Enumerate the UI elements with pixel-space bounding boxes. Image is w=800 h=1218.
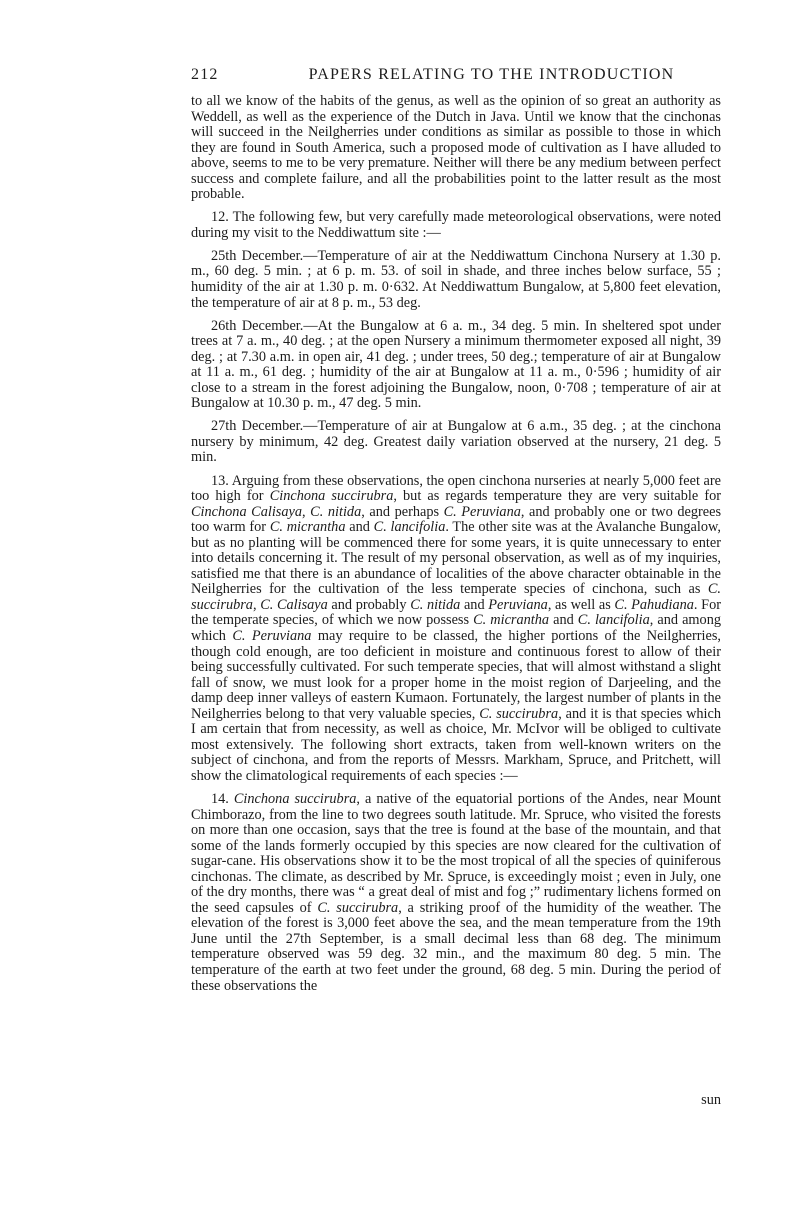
body-text: [191, 94, 721, 1002]
running-title: PAPERS RELATING TO THE INTRODUCTION: [308, 66, 675, 83]
paragraph-12: 12. The following few, but very carefully made meteorological observations, were noted during my visit to the Neddiwattum site :—: [191, 209, 721, 241]
paragraph-13: 13. Arguing from these observations, the open cinchona nurseries at nearly 5,000 feet are too high for Cinchona succirubra, but as regards temperature they are very suitable for Cinchona Calisaya, C. nitida, and perhaps C. Peruviana, and probably one or two degrees too warm for C. micrantha and C. lancifolia. The other site was at the Avalanche Bungalow, but as no planting will be commenced there for some years, it is quite unnecessary to enter into details concerning it. The result of my personal observation, as well as of my inquiries, satisfied me that there is an abundance of localities of the above character obtainable in the Neilgherries for the cultivation of the less temperate species of cinchona, such as C. succirubra, C. Calisaya and probably C. nitida and Peruviana, as well as C. Pahudiana. For the temperate species, of which we now possess C. micrantha and C. lancifolia, and among which C. Peruviana may require to be classed, the higher portions of the Neilgherries, though cold enough, are too deficient in moisture and continuous forest to allow of their being successfully cultivated. For such temperate species, that will almost withstand a slight fall of snow, we must look for a proper home in the moist region of Darjeeling, and the damp deep inner valleys of eastern Kumaon. Fortunately, the largest number of plants in the Neilgherries belong to that very valuable species, C. succirubra, and it is that species which I am certain that from necessity, as well as choice, Mr. McIvor will be obliged to cultivate most extensively. The following short extracts, taken from well-known writers on the subject of cinchona, and from the reports of Messrs. Markham, Spruce, and Pritchett, will show the climatological requirements of each species :—: [191, 472, 722, 784]
paragraph-14: 14. Cinchona succirubra, a native of the equatorial portions of the Andes, near Mount Chimborazo, from the line to two degrees south latitude. Mr. Spruce, who visited the forests on more than one occasion, says that the tree is found at the base of the mountain, and that some of the lands formerly occupied by this species are now cleared for the cultivation of sugar-cane. His observations show it to be the most tropical of all the species of quiniferous cinchonas. The climate, as described by Mr. Spruce, is exceedingly moist ; even in July, one of the dry months, there was “ a great deal of mist and fog ;” rudimentary lichens formed on the seed capsules of C. succirubra, a striking proof of the humidity of the weather. The elevation of the forest is 3,000 feet above the sea, and the mean temperature from the 19th June until the 27th September, is a small decimal less than 68 deg. The minimum temperature observed was 59 deg. 32 min., and the maximum 80 deg. 5 min. The temperature of the earth at two feet under the ground, 68 deg. 5 min. During the period of these observations the: [191, 790, 721, 994]
paragraph-27th-december: 27th December.—Temperature of air at Bungalow at 6 a.m., 35 deg. ; at the cinchona nursery by minimum, 42 deg. Greatest daily variation observed at the nursery, 21 deg. 5 min.: [191, 418, 721, 466]
page-number: 212: [191, 66, 219, 83]
paragraph-continuation: to all we know of the habits of the genus, as well as the opinion of so great an authority as Weddell, as well as the experience of the Dutch in Java. Until we know that the cinchonas will succeed in the Neilgherries under conditions as similar as possible to those in which they are found in South America, such a proposed mode of cultivation as I have alluded to above, seems to me to be very premature. Neither will there be any medium between perfect success and complete failure, and all the probabilities point to the latter result as the most probable.: [191, 93, 721, 203]
paragraph-26th-december: 26th December.—At the Bungalow at 6 a. m., 34 deg. 5 min. In sheltered spot under trees at 7 a. m., 40 deg. ; at the open Nursery a minimum thermometer exposed all night, 39 deg. ; at 7.30 a.m. in open air, 41 deg. ; under trees, 50 deg.; temperature of air at Bungalow at 11 a. m., 61 deg. ; humidity of the air at Bungalow at 11 a. m., 0·596 ; humidity of air close to a stream in the forest adjoining the Bungalow, noon, 0·708 ; temperature of air at Bungalow at 10.30 p. m., 47 deg. 5 min.: [191, 317, 721, 412]
running-head: [191, 66, 722, 86]
catchword: sun: [701, 1092, 721, 1108]
paragraph-25th-december: 25th December.—Temperature of air at the Neddiwattum Cinchona Nursery at 1.30 p. m., 60 deg. 5 min. ; at 6 p. m. 53. of soil in shade, and three inches below surface, 55 ; humidity of the air at 1.30 p. m. 0·632. At Neddiwattum Bungalow, at 5,800 feet elevation, the temperature of air at 8 p. m., 53 deg.: [191, 247, 721, 311]
